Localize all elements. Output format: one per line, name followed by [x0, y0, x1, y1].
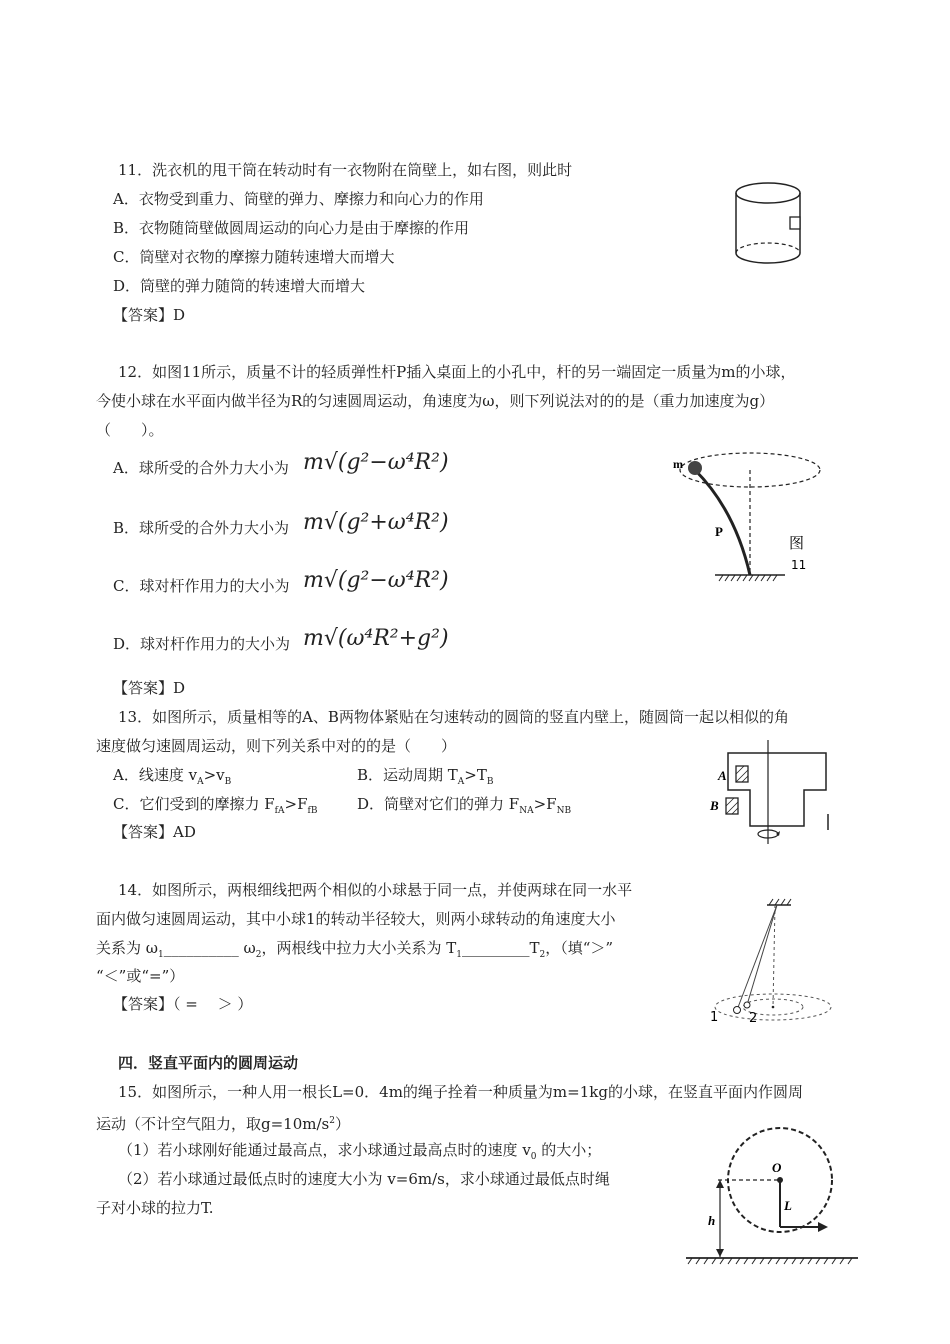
fig14-label-1: 1	[710, 1010, 719, 1025]
q15-part-2: （2）若小球通过最低点时的速度大小为 v=6m/s，求小球通过最低点时绳	[118, 1170, 610, 1188]
q15-part-2-cont: 子对小球的拉力T.	[96, 1199, 214, 1217]
q11-option-d: D．筒壁的弹力随筒的转速增大而增大	[113, 277, 366, 295]
q12-option-c: C．球对杆作用力的大小为	[113, 577, 290, 595]
q13-answer: 【答案】AD	[113, 823, 196, 841]
fig12-caption-2: 11	[791, 558, 807, 572]
fig15-label-l: L	[784, 1198, 792, 1213]
q11-option-a: A．衣物受到重力、筒壁的弹力、摩擦力和向心力的作用	[113, 190, 484, 208]
q12-formula-d: m√(ω⁴R²+g²)	[303, 626, 449, 651]
q13-option-b: B．运动周期 $T_A>T_B$	[357, 766, 494, 787]
q12-formula-a: m√(g²−ω⁴R²)	[303, 450, 449, 475]
fig14-label-2: 2	[749, 1011, 758, 1026]
q12-stem-1: 12．如图11所示，质量不计的轻质弹性杆P插入桌面上的小孔中，杆的另一端固定一质量为m的小球，	[118, 363, 796, 381]
q13-option-a: A．线速度 $v_A>v_B$	[113, 766, 232, 787]
q11-option-b: B．衣物随筒壁做圆周运动的向心力是由于摩擦的作用	[113, 219, 470, 237]
q14-answer: 【答案】（ = ＞ ）	[113, 995, 253, 1013]
q12-formula-b: m√(g²+ω⁴R²)	[303, 510, 449, 535]
q13-stem-2: 速度做匀速圆周运动，则下列关系中对的的是（ ）	[96, 737, 457, 755]
q13-stem-1: 13．如图所示，质量相等的A、B两物体紧贴在匀速转动的圆筒的竖直内壁上，随圆筒一起以相似的角	[118, 708, 789, 726]
conical-pendulum-figure	[705, 895, 835, 1030]
q11-answer: 【答案】D	[113, 306, 186, 324]
q14-stem-1: 14．如图所示，两根细线把两个相似的小球悬于同一点，并使两球在同一水平	[118, 881, 633, 899]
section-4-heading: 四．竖直平面内的圆周运动	[118, 1054, 299, 1072]
fig12-caption-1: 图	[789, 534, 805, 552]
q14-stem-2: 面内做匀速圆周运动，其中小球1的转动半径较大，则两小球转动的角速度大小	[96, 910, 616, 928]
q12-stem-2: 今使小球在水平面内做半径为R的匀速圆周运动，角速度为ω，则下列说法对的的是（重力加速度为g）	[96, 392, 775, 410]
q11-stem: 11．洗衣机的甩干筒在转动时有一衣物附在筒壁上，如右图，则此时	[118, 161, 573, 179]
q12-stem-3: （ ）。	[96, 421, 164, 439]
cylinder-cross-section-figure	[700, 738, 840, 850]
q12-answer: 【答案】D	[113, 679, 186, 697]
fig13-label-b: B	[710, 798, 719, 813]
q12-formula-c: m√(g²−ω⁴R²)	[303, 568, 449, 593]
q13-option-d: D．筒壁对它们的弹力 $F_{NA}>F_{NB}$	[357, 795, 572, 816]
q15-part-1: （1）若小球刚好能通过最高点，求小球通过最高点时的速度 $v_0$ 的大小；	[118, 1141, 602, 1162]
q14-stem-4: “＜”或“=”）	[96, 967, 185, 985]
q12-option-b: B．球所受的合外力大小为	[113, 519, 290, 537]
q12-option-a: A．球所受的合外力大小为	[113, 459, 289, 477]
fig12-label-m: m	[673, 457, 683, 471]
fig12-label-p: P	[715, 524, 723, 539]
q11-option-c: C．筒壁对衣物的摩擦力随转速增大而增大	[113, 248, 395, 266]
fig15-label-h: h	[708, 1213, 716, 1228]
vertical-circle-figure	[680, 1125, 870, 1275]
q15-stem-2: 运动（不计空气阻力，取$g=10m/s^2$）	[96, 1115, 350, 1133]
q13-option-c: C．它们受到的摩擦力 $F_{fA}>F_{fB}$	[113, 795, 318, 816]
q12-option-d: D．球对杆作用力的大小为	[113, 635, 291, 653]
cylinder-figure	[730, 175, 810, 275]
q14-stem-3: 关系为 $\omega_1\_\_\_\_\_\_\_\_\_\_$ $\omega_2$，两根线中拉力大小关系为 $T_1\_\_\_\_\_\_\_\_\_T_2$，（填“＞”	[96, 939, 614, 960]
fig13-label-a: A	[718, 768, 727, 783]
fig15-label-o: O	[772, 1160, 782, 1175]
elastic-rod-figure	[665, 440, 825, 590]
q15-stem-1: 15．如图所示，一种人用一根长L=0．4m的绳子拴着一种质量为m=1kg的小球，在竖直平面内作圆周	[118, 1083, 803, 1101]
